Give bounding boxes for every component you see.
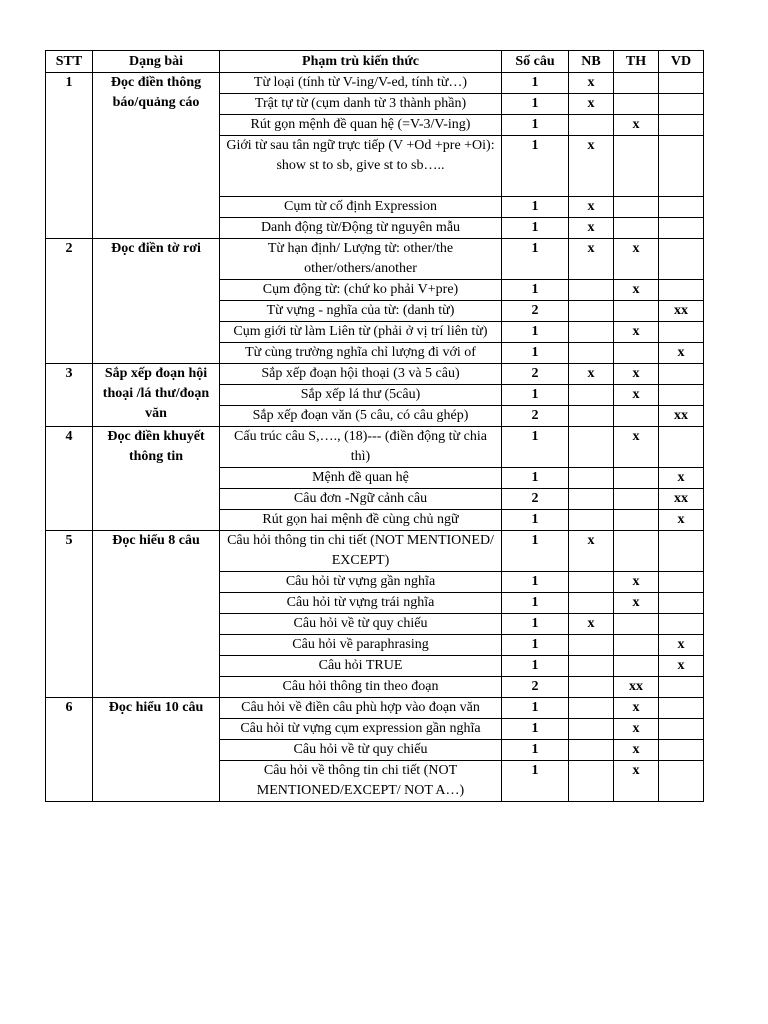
- section-type: Đọc hiểu 10 câu: [93, 698, 220, 802]
- th-mark-cell: x: [614, 719, 659, 740]
- th-mark-cell: x: [614, 364, 659, 385]
- nb-mark-cell: [569, 719, 614, 740]
- nb-mark-cell: [569, 489, 614, 510]
- vd-mark-cell: [659, 197, 704, 218]
- question-count-cell: 1: [502, 698, 569, 719]
- question-count-cell: 1: [502, 197, 569, 218]
- section-number: 3: [46, 364, 93, 427]
- section-type: Đọc hiểu 8 câu: [93, 531, 220, 698]
- vd-mark-cell: [659, 73, 704, 94]
- th-mark-cell: x: [614, 427, 659, 468]
- question-count-cell: 1: [502, 614, 569, 635]
- th-mark-cell: [614, 614, 659, 635]
- th-mark-cell: x: [614, 115, 659, 136]
- knowledge-topic-cell: Mệnh đề quan hệ: [220, 468, 502, 489]
- question-count-cell: 1: [502, 343, 569, 364]
- question-count-cell: 1: [502, 740, 569, 761]
- vd-mark-cell: [659, 531, 704, 572]
- vd-mark-cell: [659, 218, 704, 239]
- nb-mark-cell: [569, 385, 614, 406]
- knowledge-topic-cell: Danh động từ/Động từ nguyên mẫu: [220, 218, 502, 239]
- th-mark-cell: xx: [614, 677, 659, 698]
- question-count-cell: 1: [502, 218, 569, 239]
- header-row: [46, 51, 704, 73]
- knowledge-topic-cell: Từ loại (tính từ V-ing/V-ed, tính từ…): [220, 73, 502, 94]
- vd-mark-cell: [659, 698, 704, 719]
- nb-mark-cell: x: [569, 136, 614, 197]
- nb-mark-cell: x: [569, 94, 614, 115]
- question-count-cell: 1: [502, 239, 569, 280]
- nb-mark-cell: [569, 468, 614, 489]
- knowledge-topic-cell: Từ cùng trường nghĩa chỉ lượng đi với of: [220, 343, 502, 364]
- vd-mark-cell: [659, 614, 704, 635]
- knowledge-topic-cell: Cấu trúc câu S,…., (18)--- (điền động từ chia thì): [220, 427, 502, 468]
- nb-mark-cell: [569, 677, 614, 698]
- knowledge-topic-cell: Câu hỏi về điền câu phù hợp vào đoạn văn: [220, 698, 502, 719]
- nb-mark-cell: [569, 635, 614, 656]
- table-row: [46, 427, 704, 468]
- header-pham-tru: Phạm trù kiến thức: [220, 51, 502, 73]
- vd-mark-cell: [659, 719, 704, 740]
- question-count-cell: 1: [502, 427, 569, 468]
- question-count-cell: 1: [502, 531, 569, 572]
- th-mark-cell: [614, 94, 659, 115]
- vd-mark-cell: [659, 115, 704, 136]
- question-count-cell: 1: [502, 510, 569, 531]
- knowledge-topic-cell: Câu hỏi về từ quy chiếu: [220, 740, 502, 761]
- section-number: 6: [46, 698, 93, 802]
- nb-mark-cell: [569, 698, 614, 719]
- header-stt: STT: [46, 51, 93, 73]
- th-mark-cell: [614, 468, 659, 489]
- knowledge-topic-cell: Câu hỏi từ vựng trái nghĩa: [220, 593, 502, 614]
- knowledge-topic-cell: Rút gọn mệnh đề quan hệ (=V-3/V-ing): [220, 115, 502, 136]
- section-number: 4: [46, 427, 93, 531]
- question-count-cell: 1: [502, 115, 569, 136]
- header-th: TH: [614, 51, 659, 73]
- table-row: [46, 364, 704, 385]
- header-dang-bai: Dạng bài: [93, 51, 220, 73]
- th-mark-cell: x: [614, 698, 659, 719]
- th-mark-cell: x: [614, 572, 659, 593]
- th-mark-cell: x: [614, 322, 659, 343]
- question-count-cell: 1: [502, 136, 569, 197]
- th-mark-cell: [614, 406, 659, 427]
- nb-mark-cell: [569, 593, 614, 614]
- vd-mark-cell: x: [659, 656, 704, 677]
- section-number: 1: [46, 73, 93, 239]
- table-row: [46, 531, 704, 572]
- nb-mark-cell: [569, 656, 614, 677]
- question-count-cell: 1: [502, 94, 569, 115]
- vd-mark-cell: xx: [659, 406, 704, 427]
- question-count-cell: 1: [502, 322, 569, 343]
- knowledge-topic-cell: Từ hạn định/ Lượng từ: other/the other/others/another: [220, 239, 502, 280]
- question-count-cell: 2: [502, 364, 569, 385]
- question-count-cell: 2: [502, 301, 569, 322]
- vd-mark-cell: xx: [659, 489, 704, 510]
- vd-mark-cell: [659, 322, 704, 343]
- section-type: Đọc điền tờ rơi: [93, 239, 220, 364]
- knowledge-topic-cell: Câu hỏi từ vựng cụm expression gần nghĩa: [220, 719, 502, 740]
- knowledge-topic-cell: Cụm động từ: (chứ ko phải V+pre): [220, 280, 502, 301]
- nb-mark-cell: [569, 740, 614, 761]
- th-mark-cell: x: [614, 280, 659, 301]
- header-nb: NB: [569, 51, 614, 73]
- question-count-cell: 2: [502, 406, 569, 427]
- question-count-cell: 1: [502, 635, 569, 656]
- table-row: [46, 698, 704, 719]
- th-mark-cell: x: [614, 761, 659, 802]
- vd-mark-cell: [659, 239, 704, 280]
- th-mark-cell: [614, 531, 659, 572]
- knowledge-topic-cell: Sắp xếp lá thư (5câu): [220, 385, 502, 406]
- knowledge-topic-cell: Cụm giới từ làm Liên từ (phải ở vị trí liên từ): [220, 322, 502, 343]
- th-mark-cell: x: [614, 593, 659, 614]
- th-mark-cell: x: [614, 740, 659, 761]
- nb-mark-cell: [569, 761, 614, 802]
- th-mark-cell: [614, 218, 659, 239]
- question-count-cell: 1: [502, 593, 569, 614]
- question-count-cell: 1: [502, 572, 569, 593]
- knowledge-topic-cell: Trật tự từ (cụm danh từ 3 thành phần): [220, 94, 502, 115]
- vd-mark-cell: [659, 593, 704, 614]
- question-count-cell: 1: [502, 385, 569, 406]
- knowledge-topic-cell: Câu hỏi về paraphrasing: [220, 635, 502, 656]
- nb-mark-cell: [569, 510, 614, 531]
- vd-mark-cell: x: [659, 510, 704, 531]
- question-count-cell: 1: [502, 719, 569, 740]
- th-mark-cell: [614, 343, 659, 364]
- nb-mark-cell: x: [569, 531, 614, 572]
- knowledge-topic-cell: Câu hỏi về từ quy chiếu: [220, 614, 502, 635]
- section-type: Sắp xếp đoạn hội thoại /lá thư/đoạn văn: [93, 364, 220, 427]
- th-mark-cell: [614, 301, 659, 322]
- section-number: 2: [46, 239, 93, 364]
- knowledge-topic-cell: Từ vựng - nghĩa của từ: (danh từ): [220, 301, 502, 322]
- table-row: [46, 239, 704, 280]
- vd-mark-cell: x: [659, 635, 704, 656]
- nb-mark-cell: [569, 427, 614, 468]
- th-mark-cell: [614, 197, 659, 218]
- knowledge-topic-cell: Câu hỏi TRUE: [220, 656, 502, 677]
- vd-mark-cell: [659, 385, 704, 406]
- th-mark-cell: [614, 635, 659, 656]
- vd-mark-cell: [659, 677, 704, 698]
- knowledge-topic-cell: Sắp xếp đoạn văn (5 câu, có câu ghép): [220, 406, 502, 427]
- header-vd: VD: [659, 51, 704, 73]
- section-type: Đọc điền thông báo/quảng cáo: [93, 73, 220, 239]
- th-mark-cell: [614, 73, 659, 94]
- th-mark-cell: [614, 656, 659, 677]
- knowledge-topic-cell: Rút gọn hai mệnh đề cùng chủ ngữ: [220, 510, 502, 531]
- header-so-cau: Số câu: [502, 51, 569, 73]
- nb-mark-cell: [569, 301, 614, 322]
- th-mark-cell: [614, 510, 659, 531]
- question-count-cell: 1: [502, 761, 569, 802]
- vd-mark-cell: x: [659, 343, 704, 364]
- knowledge-topic-cell: Giới từ sau tân ngữ trực tiếp (V +Od +pre +Oi): show st to sb, give st to sb…..: [220, 136, 502, 197]
- question-count-cell: 1: [502, 280, 569, 301]
- question-count-cell: 1: [502, 656, 569, 677]
- vd-mark-cell: [659, 94, 704, 115]
- question-count-cell: 2: [502, 489, 569, 510]
- knowledge-topic-cell: Câu hỏi thông tin chi tiết (NOT MENTIONED/ EXCEPT): [220, 531, 502, 572]
- nb-mark-cell: [569, 406, 614, 427]
- knowledge-topic-cell: Cụm từ cố định Expression: [220, 197, 502, 218]
- nb-mark-cell: [569, 343, 614, 364]
- question-count-cell: 1: [502, 468, 569, 489]
- nb-mark-cell: x: [569, 614, 614, 635]
- table-row: [46, 73, 704, 94]
- knowledge-topic-cell: Câu hỏi về thông tin chi tiết (NOT MENTIONED/EXCEPT/ NOT A…): [220, 761, 502, 802]
- table-body: [46, 73, 704, 802]
- question-count-cell: 1: [502, 73, 569, 94]
- knowledge-topic-cell: Câu đơn -Ngữ cảnh câu: [220, 489, 502, 510]
- knowledge-topic-cell: Sắp xếp đoạn hội thoại (3 và 5 câu): [220, 364, 502, 385]
- knowledge-topic-cell: Câu hỏi từ vựng gần nghĩa: [220, 572, 502, 593]
- nb-mark-cell: x: [569, 364, 614, 385]
- knowledge-matrix-table: [45, 50, 704, 802]
- nb-mark-cell: [569, 322, 614, 343]
- nb-mark-cell: [569, 572, 614, 593]
- vd-mark-cell: [659, 364, 704, 385]
- th-mark-cell: [614, 136, 659, 197]
- vd-mark-cell: [659, 280, 704, 301]
- nb-mark-cell: x: [569, 73, 614, 94]
- vd-mark-cell: xx: [659, 301, 704, 322]
- vd-mark-cell: x: [659, 468, 704, 489]
- section-number: 5: [46, 531, 93, 698]
- th-mark-cell: x: [614, 385, 659, 406]
- vd-mark-cell: [659, 427, 704, 468]
- nb-mark-cell: [569, 280, 614, 301]
- vd-mark-cell: [659, 572, 704, 593]
- nb-mark-cell: x: [569, 218, 614, 239]
- th-mark-cell: x: [614, 239, 659, 280]
- knowledge-topic-cell: Câu hỏi thông tin theo đoạn: [220, 677, 502, 698]
- vd-mark-cell: [659, 761, 704, 802]
- vd-mark-cell: [659, 740, 704, 761]
- nb-mark-cell: [569, 115, 614, 136]
- section-type: Đọc điền khuyết thông tin: [93, 427, 220, 531]
- th-mark-cell: [614, 489, 659, 510]
- nb-mark-cell: x: [569, 197, 614, 218]
- question-count-cell: 2: [502, 677, 569, 698]
- vd-mark-cell: [659, 136, 704, 197]
- nb-mark-cell: x: [569, 239, 614, 280]
